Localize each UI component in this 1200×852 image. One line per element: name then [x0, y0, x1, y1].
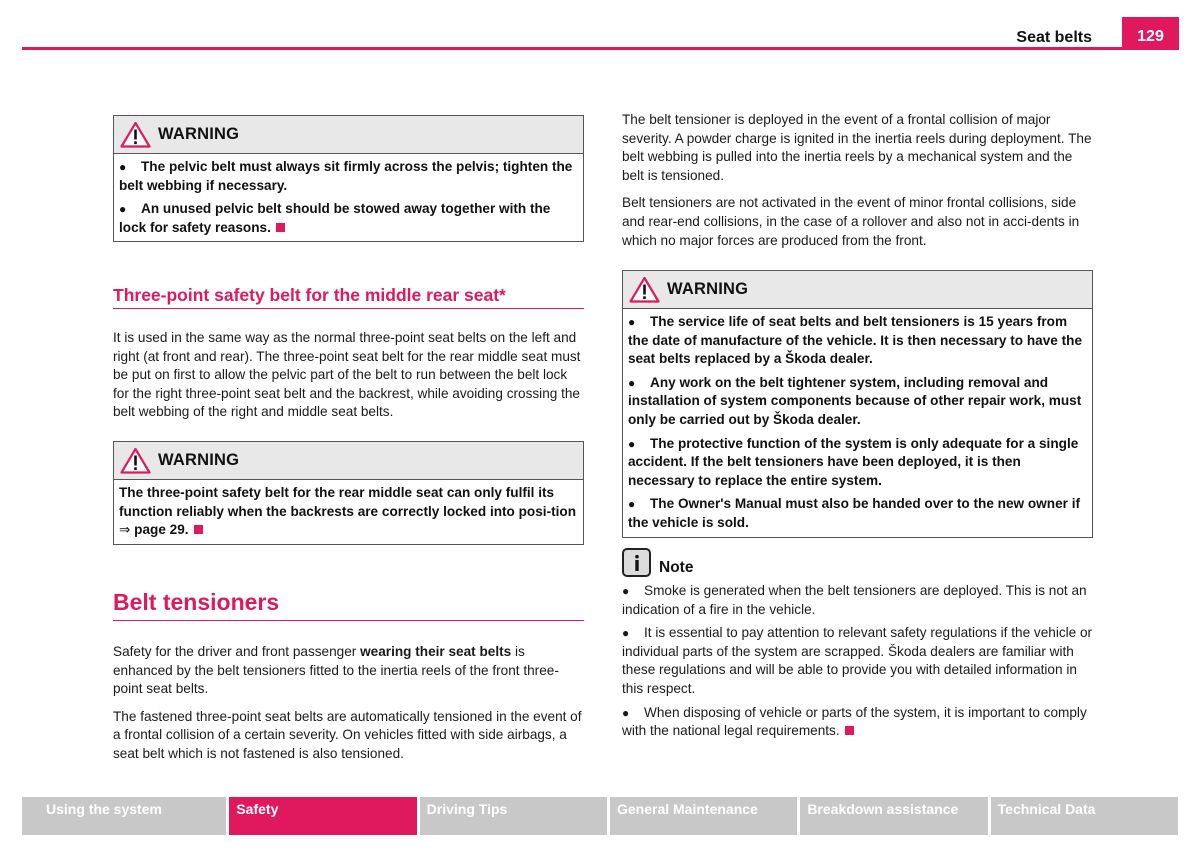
bullet-icon: ● — [622, 626, 630, 641]
warning-triangle-icon — [120, 121, 151, 148]
tensioners-intro-paragraph: Safety for the driver and front passenger wearing their seat belts is enhanced by the belt tensioners fitted to the inertia reels of the front three-point seat belts. — [113, 644, 559, 697]
page-reference-link[interactable]: page 29. — [134, 522, 189, 538]
end-mark-icon — [276, 223, 285, 232]
tab-general-maintenance[interactable]: General Maintenance — [610, 797, 797, 835]
warning-box-tensioners — [622, 270, 1093, 538]
tab-using-the-system[interactable]: Using the system — [22, 797, 226, 835]
activation-paragraph: Belt tensioners are not activated in the event of minor frontal collisions, side and rear-end collisions, in the case of a rollover and also not in acci-dents in which no major forces are produced from the front. — [622, 195, 1080, 248]
end-mark-icon — [845, 726, 854, 735]
bullet-icon: ● — [628, 497, 636, 512]
header-rule — [22, 47, 1178, 50]
warning-item: ● The Owner's Manual must also be handed over to the new owner if the vehicle is sold. — [628, 496, 1080, 530]
note-item: ● Smoke is generated when the belt tensioners are deployed. This is not an indication of a fire in the vehicle. — [622, 583, 1087, 617]
bullet-icon: ● — [622, 584, 630, 598]
bullet-icon: ● — [622, 705, 630, 720]
warning-header — [114, 116, 583, 154]
warning-triangle-icon — [629, 276, 660, 303]
bullet-icon: ● — [119, 160, 127, 174]
warning-title: WARNING — [158, 451, 240, 469]
warning-header — [114, 442, 583, 480]
note-item: ● When disposing of vehicle or parts of the system, it is important to comply with the national legal requirements. — [622, 704, 1087, 739]
warning-body — [114, 480, 583, 544]
bullet-icon: ● — [628, 436, 636, 451]
bullet-icon: ● — [628, 315, 636, 329]
heading-belt-tensioners: Belt tensioners — [113, 589, 280, 615]
tab-driving-tips[interactable]: Driving Tips — [420, 797, 607, 835]
middle-seat-paragraph: It is used in the same way as the normal three-point seat belts on the left and right (at front and rear). The three-point seat belt for the rear middle seat must be put on first to allow the pelvic part of the belt to run between the belt lock for the right three-point seat belt and the backrest, while avoiding crossing the belt webbing of the right and middle seat belts. — [113, 330, 581, 420]
warning-triangle-icon — [120, 447, 151, 474]
deployment-paragraph: The belt tensioner is deployed in the event of a frontal collision of major severity. A powder charge is ignited in the inertia reels during deployment. The belt webbing is pulled into the inertia reels by a mechanical system and the belt is tensioned. — [622, 112, 1092, 183]
note-header — [622, 548, 693, 577]
warning-title: WARNING — [158, 125, 240, 143]
heading-rule — [113, 620, 584, 621]
warning-text: The three-point safety belt for the rear middle seat can only fulfil its function reliably when the backrests are correctly locked into posi-tion ⇒ page 29. — [119, 485, 577, 538]
warning-title: WARNING — [667, 280, 749, 298]
warning-item: ● The protective function of the system is only adequate for a single accident. If the belt tensioners have been deployed, it is then necessary to replace the entire system. — [628, 435, 1079, 488]
heading-middle-rear-seat-belt: Three-point safety belt for the middle rear seat* — [113, 285, 506, 305]
warning-body — [114, 154, 583, 241]
note-title: Note — [659, 559, 694, 576]
note-item: ● It is essential to pay attention to relevant safety regulations if the vehicle or individual parts of the system are scrapped. Škoda dealers are familiar with these regulations and will be able to provide you with detailed information in this respect. — [622, 625, 1093, 696]
tab-safety[interactable]: Safety — [229, 797, 416, 835]
end-mark-icon — [194, 525, 203, 534]
tab-breakdown-assistance[interactable]: Breakdown assistance — [800, 797, 987, 835]
warning-item: ● An unused pelvic belt should be stowed away together with the lock for safety reasons. — [119, 201, 551, 235]
info-note-icon — [622, 548, 651, 577]
heading-rule — [113, 308, 584, 309]
section-title: Seat belts — [1016, 29, 1092, 46]
warning-body — [623, 309, 1092, 537]
warning-box-pelvic-belt — [113, 115, 584, 242]
warning-item: ● Any work on the belt tightener system, including removal and installation of system components because of other repair work, must only be carried out by Škoda dealer. — [628, 374, 1082, 427]
page-number: 129 — [1122, 17, 1179, 50]
tab-technical-data[interactable]: Technical Data — [991, 797, 1178, 835]
arrow-icon: ⇒ — [119, 522, 131, 538]
bullet-icon: ● — [628, 375, 636, 390]
warning-header — [623, 271, 1092, 309]
warning-box-middle-seat — [113, 441, 584, 545]
chapter-tab-bar — [22, 797, 1178, 835]
warning-item: ● The pelvic belt must always sit firmly across the pelvis; tighten the belt webbing if necessary. — [119, 159, 573, 193]
bullet-icon: ● — [119, 202, 127, 217]
warning-item: ● The service life of seat belts and belt tensioners is 15 years from the date of manufacture of the vehicle. It is then necessary to have the seat belts replaced by a Škoda dealer. — [628, 314, 1083, 367]
tensioners-paragraph: The fastened three-point seat belts are automatically tensioned in the event of a frontal collision of a certain severity. On vehicles fitted with side airbags, a seat belt which is not fastened is also tensioned. — [113, 708, 582, 761]
